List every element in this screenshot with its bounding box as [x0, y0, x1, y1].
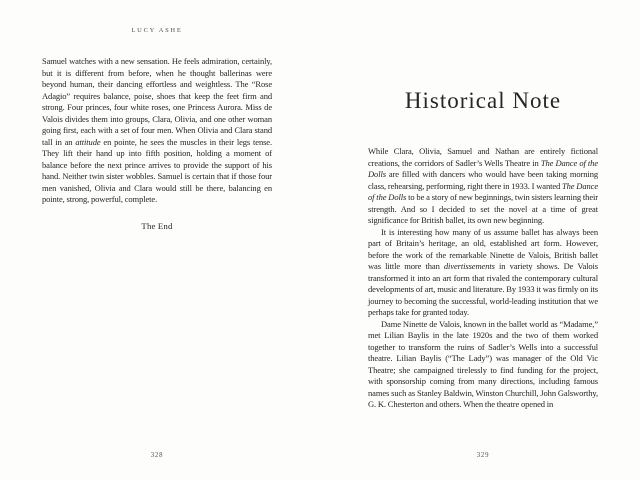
story-final-paragraph: Samuel watches with a new sensation. He feels admiration, certainly, but it is different from before, when he thought ballerinas were beyond human, their dancing effortless and weightless. The “Rose Adagio” requires balance, poise, shoes that keep the feet firm and strong. Four princes, four white roses, one Princess Aurora. Miss de Valois divides them into groups, Clara, Olivia, and one other woman going first, each with a set of four men. When Olivia and Clara stand tall in an attitude en pointe, he sees the muscles in their legs tense. They lift their hand up into fifth position, holding a moment of balance before the next prince arrives to provide the support of his hand. Neither twin sister wobbles. Samuel is certain that if those four men vanished, Olivia and Clara would still be there, balancing en pointe, strong, powerful, complete. — [42, 56, 272, 204]
historical-note-paragraph-2: It is interesting how many of us assume ballet has always been part of Britain’s heritage, an old, established art form. However, before the work of the remarkable Ninette de Valois, British ballet was little more than divertissements in variety shows. De Valois transformed it into an art form that rivaled the contemporary cultural developments of art, music and literature. By 1933 it was firmly on its journey to becoming the successful, world-leading institution that we perhaps take for granted today. — [368, 226, 598, 317]
historical-note-paragraph-1: While Clara, Olivia, Samuel and Nathan are entirely fictional creations, the corridors of Sadler’s Wells Theatre in The Dance of the Dolls are filled with dancers who would have been taking morning class, rehearsing, performing, right there in 1933. I wanted The Dance of the Dolls to be a story of new beginnings, twin sisters learning their strength. And so I decided to set the novel at a time of great significance for British ballet, its own new beginning. — [368, 146, 598, 225]
left-page-body — [42, 56, 272, 232]
page-number-right: 329 — [476, 452, 490, 459]
running-header-author: LUCY ASHE — [131, 27, 183, 34]
the-end-label: The End — [141, 220, 173, 231]
right-page-body — [368, 146, 598, 411]
historical-note-paragraph-3: Dame Ninette de Valois, known in the ballet world as “Madame,” met Lilian Baylis in the late 1920s and the two of them worked together to transform the ruins of Sadler’s Wells into a successful theatre. Lilian Baylis (“The Lady”) was manager of the Old Vic Theatre; she campaigned tirelessly to find funding for the project, with sponsorship coming from many directions, including famous names such as Stanley Baldwin, Winston Churchill, John Galsworthy, G. K. Chesterton and others. When the theatre opened in — [368, 318, 598, 409]
page-number-left: 328 — [150, 452, 164, 459]
page-right — [320, 0, 640, 480]
chapter-title: Historical Note — [404, 88, 562, 113]
